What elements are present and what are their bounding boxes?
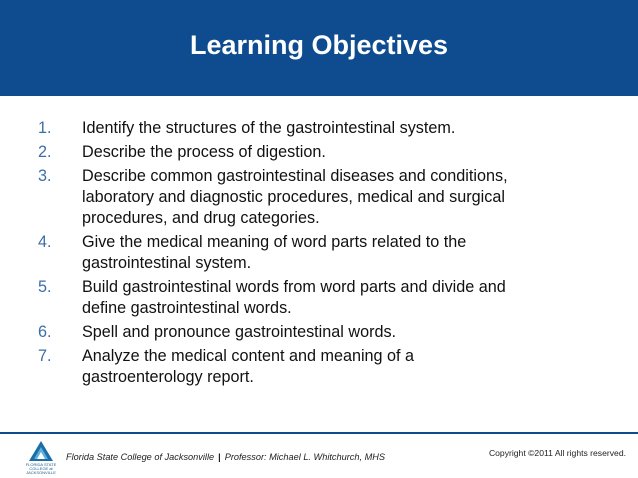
slide-title: Learning Objectives	[189, 30, 449, 60]
footer-credits	[66, 452, 385, 462]
objective-line: Identify the structures of the gastrointestinal system.	[82, 119, 456, 137]
objective-line: gastroenterology report.	[82, 368, 254, 386]
objective-item	[38, 232, 598, 274]
objective-line: procedures, and drug categories.	[82, 209, 320, 227]
objective-number: 6.	[38, 323, 52, 341]
objective-line: gastrointestinal system.	[82, 254, 252, 272]
objective-number: 7.	[38, 347, 52, 365]
college-logo-text: FLORIDA STATE COLLEGE at JACKSONVILLE	[25, 462, 57, 475]
objective-number: 2.	[38, 143, 52, 161]
objective-item	[38, 277, 598, 319]
objectives-list	[38, 118, 598, 391]
college-name: Florida State College of Jacksonville	[66, 452, 215, 462]
objective-number: 5.	[38, 278, 52, 296]
title-banner	[0, 0, 638, 96]
objective-text	[82, 346, 598, 388]
objective-text	[82, 166, 598, 229]
objective-line: Build gastrointestinal words from word parts and divide and	[82, 278, 506, 296]
objective-text	[82, 232, 598, 274]
objective-number: 3.	[38, 167, 52, 185]
objective-item	[38, 118, 598, 139]
objective-line: Spell and pronounce gastrointestinal words.	[82, 323, 397, 341]
objective-item	[38, 346, 598, 388]
footer-separator: |	[218, 452, 221, 462]
objective-text	[82, 322, 598, 343]
objective-line: Describe common gastrointestinal diseases and conditions,	[82, 167, 508, 185]
objective-line: define gastrointestinal words.	[82, 299, 292, 317]
objective-item	[38, 166, 598, 229]
objective-line: laboratory and diagnostic procedures, medical and surgical	[82, 188, 505, 206]
objective-number: 1.	[38, 119, 52, 137]
objective-line: Give the medical meaning of word parts related to the	[82, 233, 467, 251]
objective-text	[82, 142, 598, 163]
copyright-notice: Copyright ©2011 All rights reserved.	[488, 448, 626, 458]
objective-item	[38, 322, 598, 343]
professor-name: Professor: Michael L. Whitchurch, MHS	[224, 452, 386, 462]
objective-text	[82, 277, 598, 319]
objective-text	[82, 118, 598, 139]
objective-item	[38, 142, 598, 163]
objective-line: Describe the process of digestion.	[82, 143, 326, 161]
footer-divider	[0, 432, 638, 434]
objective-line: Analyze the medical content and meaning of a	[82, 347, 415, 365]
objective-number: 4.	[38, 233, 52, 251]
